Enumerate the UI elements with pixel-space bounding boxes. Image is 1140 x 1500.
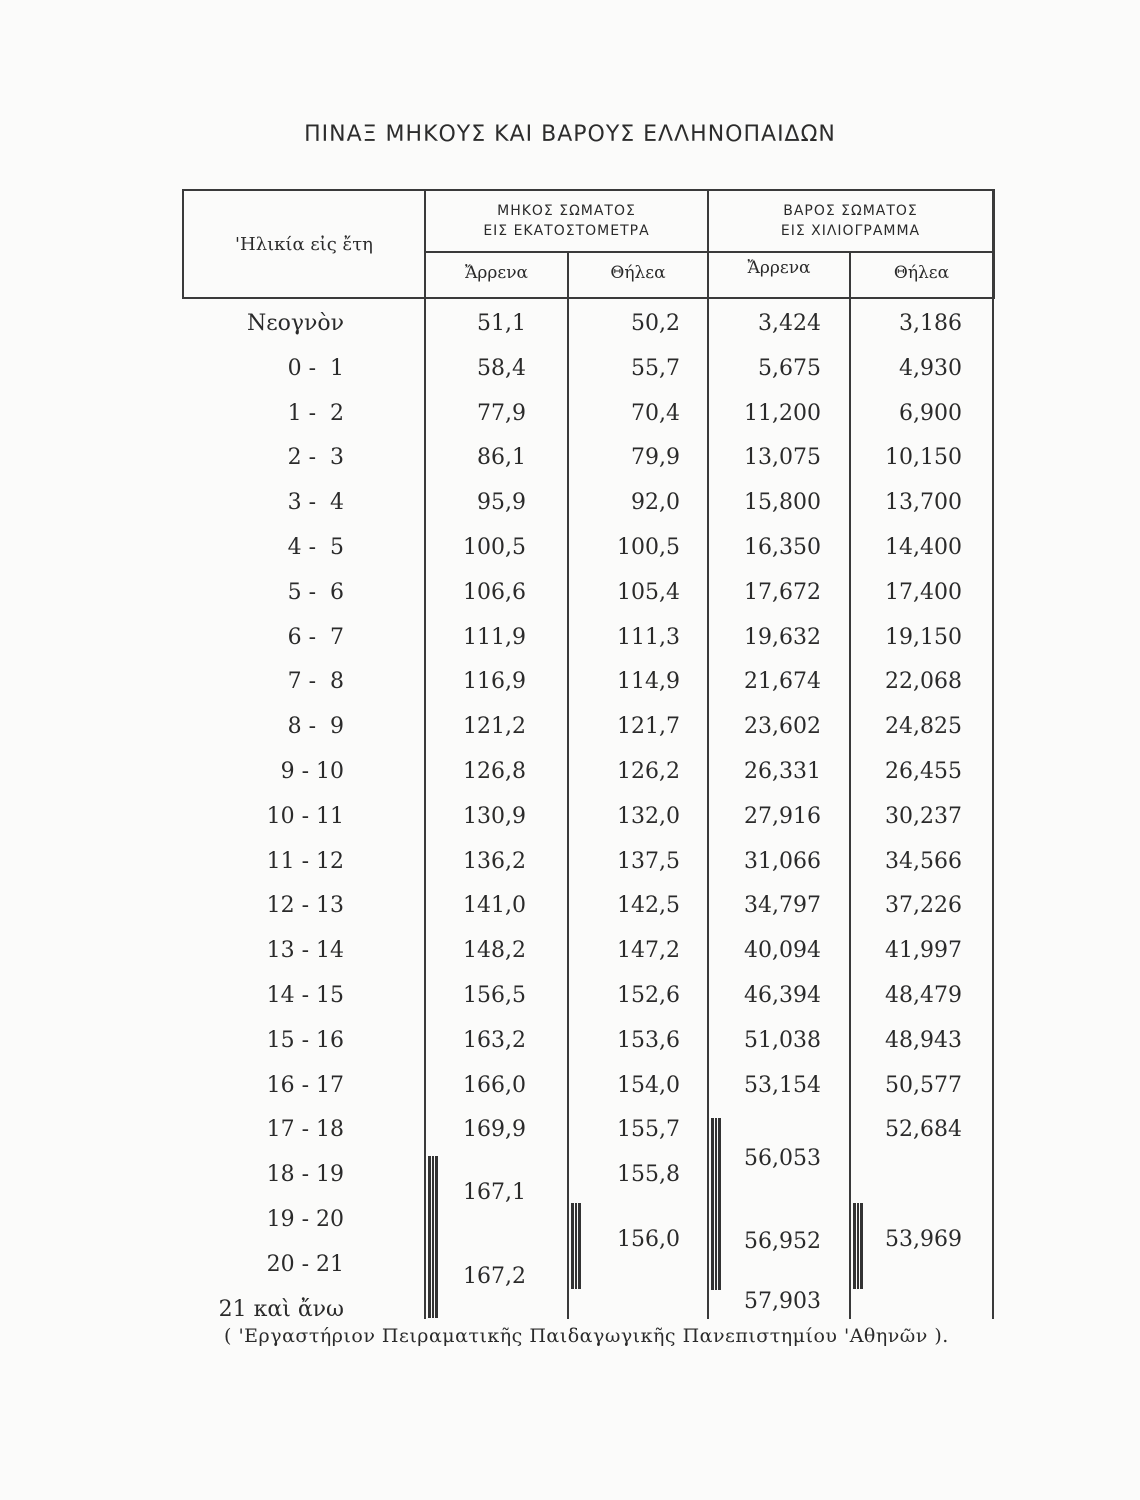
cell-weight-male: 5,675	[758, 356, 821, 381]
row-age: 3 - 4	[287, 490, 344, 515]
header-length-group	[426, 201, 707, 241]
row-age: 14 - 15	[266, 983, 344, 1008]
row-age: 1 - 2	[287, 401, 344, 426]
cell-weight-female: 19,150	[885, 625, 962, 650]
cell-length-male: 166,0	[463, 1073, 526, 1098]
row-age: 7 - 8	[287, 669, 344, 694]
row-age: 11 - 12	[266, 849, 344, 874]
cell-weight-male: 17,672	[744, 580, 821, 605]
cell-weight-male: 21,674	[744, 669, 821, 694]
bracket-bar-weight-male	[711, 1118, 721, 1290]
row-age: 15 - 16	[266, 1028, 344, 1053]
cell-weight-male: 19,632	[744, 625, 821, 650]
cell-weight-male: 31,066	[744, 849, 821, 874]
cell-length-female: 132,0	[617, 804, 680, 829]
cell-weight-female: 34,566	[885, 849, 962, 874]
header-length-line2: ΕΙΣ ΕΚΑΤΟΣΤΟΜΕΤΡΑ	[483, 223, 650, 239]
cell-weight-female: 17,400	[885, 580, 962, 605]
cell-weight-female: 48,479	[885, 983, 962, 1008]
column-divider-groups	[707, 189, 709, 1319]
cell-length-female: 100,5	[617, 535, 680, 560]
cell-length-male: 163,2	[463, 1028, 526, 1053]
cell-length-male: 116,9	[463, 669, 526, 694]
cell-length-female: 152,6	[617, 983, 680, 1008]
cell-weight-male: 40,094	[744, 938, 821, 963]
cell-weight-female: 30,237	[885, 804, 962, 829]
source-note: ( 'Εργαστήριον Πειραματικῆς Παιδαγωγικῆς Πανεπιστημίου 'Αθηνῶν ).	[224, 1325, 949, 1347]
row-age: 21 καὶ ἄνω	[218, 1297, 344, 1322]
right-border	[992, 189, 994, 1319]
cell-length-female: 50,2	[631, 311, 680, 336]
header-length-line1: ΜΗΚΟΣ ΣΩΜΑΤΟΣ	[497, 203, 636, 219]
cell-weight-female: 24,825	[885, 714, 962, 739]
row-age: 8 - 9	[287, 714, 344, 739]
weight-male-21-up: 57,903	[744, 1289, 821, 1314]
cell-length-female: 114,9	[617, 669, 680, 694]
cell-length-male: 130,9	[463, 804, 526, 829]
row-age: 13 - 14	[266, 938, 344, 963]
cell-length-female: 121,7	[617, 714, 680, 739]
length-male-18-20: 167,1	[463, 1180, 526, 1205]
cell-weight-female: 41,997	[885, 938, 962, 963]
cell-weight-female: 13,700	[885, 490, 962, 515]
cell-length-male: 126,8	[463, 759, 526, 784]
row-age: 20 - 21	[266, 1252, 344, 1277]
row-age: 12 - 13	[266, 893, 344, 918]
cell-length-male: 148,2	[463, 938, 526, 963]
column-divider-length-sex	[567, 252, 569, 1319]
row-age: 0 - 1	[287, 356, 344, 381]
header-weight-group	[709, 201, 992, 241]
row-age: 5 - 6	[287, 580, 344, 605]
row-age: 16 - 17	[266, 1073, 344, 1098]
row-age: 4 - 5	[287, 535, 344, 560]
cell-weight-male: 15,800	[744, 490, 821, 515]
cell-length-male: 169,9	[463, 1117, 526, 1142]
cell-length-female: 126,2	[617, 759, 680, 784]
cell-weight-female: 6,900	[899, 401, 962, 426]
cell-weight-female: 26,455	[885, 759, 962, 784]
cell-length-male: 136,2	[463, 849, 526, 874]
row-age: 10 - 11	[266, 804, 344, 829]
cell-weight-female: 48,943	[885, 1028, 962, 1053]
cell-weight-male: 11,200	[744, 401, 821, 426]
cell-weight-male: 46,394	[744, 983, 821, 1008]
weight-male-17-19: 56,053	[744, 1146, 821, 1171]
table-title: ΠΙΝΑΞ ΜΗΚΟΥΣ ΚΑΙ ΒΑΡΟΥΣ ΕΛΛΗΝΟΠΑΙΔΩΝ	[304, 122, 836, 147]
header-weight-male: Ἄρρενα	[747, 258, 811, 278]
cell-length-male: 95,9	[477, 490, 526, 515]
cell-weight-male: 26,331	[744, 759, 821, 784]
cell-length-female: 155,7	[617, 1117, 680, 1142]
header-sub-rule	[424, 251, 994, 253]
cell-length-female: 154,0	[617, 1073, 680, 1098]
cell-length-female: 70,4	[631, 401, 680, 426]
header-age: 'Ηλικία εἰς ἔτη	[235, 233, 373, 255]
weight-male-19-21: 56,952	[744, 1229, 821, 1254]
cell-length-male: 121,2	[463, 714, 526, 739]
cell-length-male: 111,9	[463, 625, 526, 650]
cell-length-female: 155,8	[617, 1162, 680, 1187]
column-divider-weight-sex	[849, 252, 851, 1319]
cell-length-male: 77,9	[477, 401, 526, 426]
length-male-20-up: 167,2	[463, 1264, 526, 1289]
cell-length-female: 137,5	[617, 849, 680, 874]
cell-length-female: 142,5	[617, 893, 680, 918]
cell-weight-female: 50,577	[885, 1073, 962, 1098]
cell-length-male: 58,4	[477, 356, 526, 381]
cell-length-female: 147,2	[617, 938, 680, 963]
cell-length-female: 111,3	[617, 625, 680, 650]
header-length-female: Θήλεα	[610, 263, 666, 283]
cell-length-male: 106,6	[463, 580, 526, 605]
cell-length-female: 55,7	[631, 356, 680, 381]
cell-weight-female: 10,150	[885, 445, 962, 470]
cell-length-male: 141,0	[463, 893, 526, 918]
column-divider-age	[424, 189, 426, 1319]
weight-female-18-up: 53,969	[885, 1227, 962, 1252]
cell-weight-female: 22,068	[885, 669, 962, 694]
bracket-bar-length-female	[571, 1203, 581, 1289]
cell-weight-male: 3,424	[758, 311, 821, 336]
cell-weight-male: 53,154	[744, 1073, 821, 1098]
cell-weight-male: 23,602	[744, 714, 821, 739]
row-age: 9 - 10	[280, 759, 344, 784]
row-age: 17 - 18	[266, 1117, 344, 1142]
cell-length-male: 100,5	[463, 535, 526, 560]
cell-weight-male: 34,797	[744, 893, 821, 918]
cell-length-male: 156,5	[463, 983, 526, 1008]
bracket-bar-weight-female	[853, 1203, 863, 1289]
header-weight-line1: ΒΑΡΟΣ ΣΩΜΑΤΟΣ	[783, 203, 918, 219]
cell-length-female: 92,0	[631, 490, 680, 515]
cell-weight-female: 37,226	[885, 893, 962, 918]
cell-weight-female: 52,684	[885, 1117, 962, 1142]
cell-weight-male: 51,038	[744, 1028, 821, 1053]
bracket-bar-length-male	[428, 1156, 438, 1318]
cell-length-female: 105,4	[617, 580, 680, 605]
cell-weight-male: 13,075	[744, 445, 821, 470]
row-age: 19 - 20	[266, 1207, 344, 1232]
cell-length-female: 79,9	[631, 445, 680, 470]
cell-weight-female: 3,186	[899, 311, 962, 336]
row-age: 18 - 19	[266, 1162, 344, 1187]
cell-weight-male: 27,916	[744, 804, 821, 829]
header-length-male: Ἄρρενα	[464, 263, 529, 283]
cell-weight-female: 14,400	[885, 535, 962, 560]
length-female-19-up: 156,0	[617, 1227, 680, 1252]
cell-weight-male: 16,350	[744, 535, 821, 560]
header-weight-female: Θήλεα	[893, 263, 950, 283]
cell-length-male: 86,1	[477, 445, 526, 470]
cell-length-male: 51,1	[477, 311, 526, 336]
cell-length-female: 153,6	[617, 1028, 680, 1053]
cell-weight-female: 4,930	[899, 356, 962, 381]
row-age: 6 - 7	[287, 625, 344, 650]
row-age: 2 - 3	[287, 445, 344, 470]
header-weight-line2: ΕΙΣ ΧΙΛΙΟΓΡΑΜΜΑ	[780, 223, 921, 239]
row-age: Νεογνὸν	[246, 311, 344, 336]
